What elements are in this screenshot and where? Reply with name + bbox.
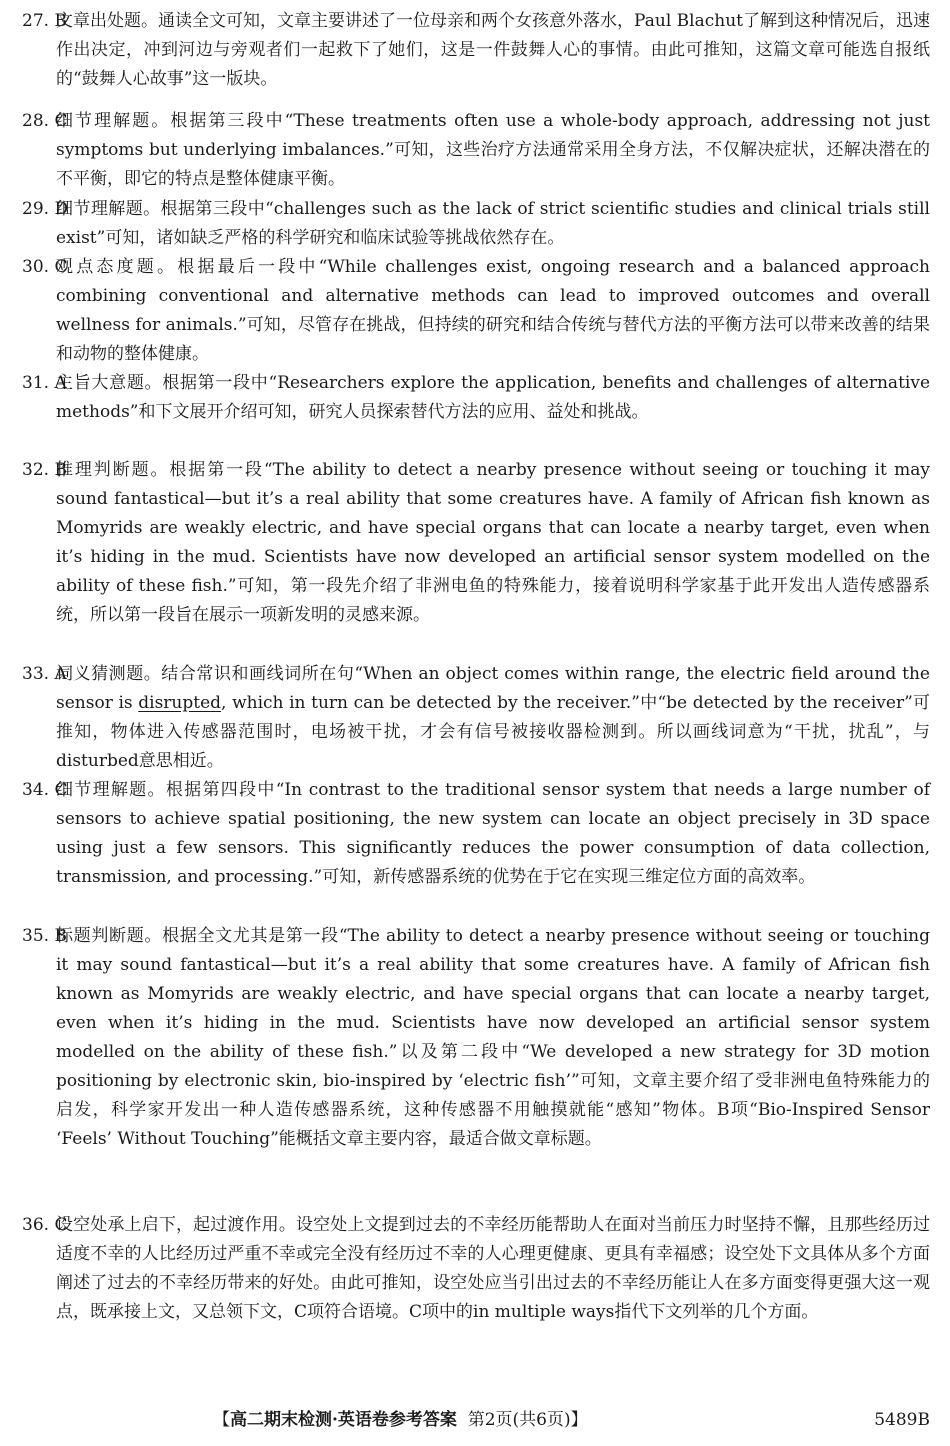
answer-item-27 xyxy=(22,7,930,94)
answer-item-35 xyxy=(22,922,930,1154)
answer-item-31 xyxy=(22,369,930,427)
answer-item-29 xyxy=(22,195,930,253)
answer-item-34 xyxy=(22,776,930,892)
question-number: 32. B xyxy=(22,460,67,480)
text-before: 词义猜测题。结合常识和画线词所在句“When an object comes within range, the electric field around the sensor is xyxy=(56,664,930,713)
explanation-text: 细节理解题。根据第三段中“These treatments often use a whole-body approach, addressing not just symptoms but underlying imbalances.”可知，这些治疗方法通常采用全身方法，不仅解决症状，还解决潜在的不平衡，即它的特点是整体健康平衡。 xyxy=(56,111,930,189)
explanation-text: 细节理解题。根据第三段中“challenges such as the lack of strict scientific studies and clinical trials still exist”可知，诸如缺乏严格的科学研究和临床试验等挑战依然存在。 xyxy=(56,199,930,248)
explanation-text: 标题判断题。根据全文尤其是第一段“The ability to detect a nearby presence without seeing or touching it may sound fantastical—but it’s a real ability that some creatures have. A family of African fish known as Momyrids are weakly electric, and have special organs that can locate a nearby target, even when it’s hiding in the mud. Scientists have now developed an artificial sensor system modelled on the ability of these fish.”以及第二段中“We developed a new strategy for 3D motion positioning by electronic skin, bio-inspired by ‘electric fish’”可知，文章主要介绍了受非洲电鱼特殊能力的启发，科学家开发出一种人造传感器系统，这种传感器不用触摸就能“感知”物体。B项“Bio-Inspired Sensor ‘Feels’ Without Touching”能概括文章主要内容，最适合做文章标题。 xyxy=(56,926,930,1149)
answer-item-36 xyxy=(22,1211,930,1327)
answer-item-33 xyxy=(22,660,930,776)
underlined-word: disrupted xyxy=(138,693,222,713)
question-number: 33. A xyxy=(22,664,67,684)
question-number: 35. B xyxy=(22,926,67,946)
question-number: 28. C xyxy=(22,111,68,131)
footer-code: 5489B xyxy=(874,1410,930,1430)
explanation-text: 设空处承上启下，起过渡作用。设空处上文提到过去的不幸经历能帮助人在面对当前压力时坚持不懈，且那些经历过适度不幸的人比经历过严重不幸或完全没有经历过不幸的人心理更健康、更具有幸福感；设空处下文具体从多个方面阐述了过去的不幸经历带来的好处。由此可推知，设空处应当引出过去的不幸经历能让人在多方面变得更强大这一观点，既承接上文，又总领下文，C项符合语境。C项中的in multiple ways指代下文列举的几个方面。 xyxy=(56,1215,930,1322)
text-after: , which in turn can be detected by the receiver.”中“be detected by the receiver”可推知，物体进入传感器范围时，电场被干扰，才会有信号被接收器检测到。所以画线词意为“干扰，扰乱”，与disturbed意思相近。 xyxy=(56,693,930,771)
explanation-text: 细节理解题。根据第四段中“In contrast to the traditional sensor system that needs a large number of sensors to achieve spatial positioning, the new system can locate an object precisely in 3D space using just a few sensors. This significantly reduces the power consumption of data collection, transmission, and processing.”可知，新传感器系统的优势在于它在实现三维定位方面的高效率。 xyxy=(56,780,930,887)
footer-dot: · xyxy=(332,1410,338,1430)
question-number: 27. B xyxy=(22,11,67,31)
question-number: 31. A xyxy=(22,373,67,393)
answer-item-32 xyxy=(22,456,930,630)
explanation-text: 观点态度题。根据最后一段中“While challenges exist, ongoing research and a balanced approach combining conventional and alternative methods can lead to improved outcomes and overall wellness for animals.”可知，尽管存在挑战，但持续的研究和结合传统与替代方法的平衡方法可以带来改善的结果和动物的整体健康。 xyxy=(56,257,930,364)
answer-item-30 xyxy=(22,253,930,369)
footer-bracket-right: 】 xyxy=(570,1410,588,1430)
footer-title xyxy=(213,1403,588,1437)
answer-item-28 xyxy=(22,107,930,194)
footer-exam-name: 高二期末检测 xyxy=(230,1410,332,1430)
explanation-text: 主旨大意题。根据第一段中“Researchers explore the application, benefits and challenges of alternative methods”和下文展开介绍可知，研究人员探索替代方法的应用、益处和挑战。 xyxy=(56,373,930,422)
question-number: 30. C xyxy=(22,257,68,277)
page-footer xyxy=(0,1403,950,1437)
explanation-text xyxy=(56,660,930,776)
question-number: 36. C xyxy=(22,1215,68,1235)
explanation-text: 推理判断题。根据第一段“The ability to detect a nearby presence without seeing or touching it may sound fantastical—but it’s a real ability that some creatures have. A family of African fish known as Momyrids are weakly electric, and have special organs that can locate a nearby target, even when it’s hiding in the mud. Scientists have now developed an artificial sensor system modelled on the ability of these fish.”可知，第一段先介绍了非洲电鱼的特殊能力，接着说明科学家基于此开发出人造传感器系统，所以第一段旨在展示一项新发明的灵感来源。 xyxy=(56,460,930,625)
question-number: 29. D xyxy=(22,199,69,219)
explanation-text: 文章出处题。通读全文可知，文章主要讲述了一位母亲和两个女孩意外落水，Paul Blachut了解到这种情况后，迅速作出决定，冲到河边与旁观者们一起救下了她们，这是一件鼓舞人心的事情。由此可推知，这篇文章可能选自报纸的“鼓舞人心故事”这一版块。 xyxy=(56,11,930,89)
question-number: 34. C xyxy=(22,780,68,800)
footer-page-info: 第2页(共6页) xyxy=(467,1410,571,1430)
footer-subject: 英语卷参考答案 xyxy=(337,1410,457,1430)
footer-bracket-left: 【 xyxy=(213,1410,230,1430)
